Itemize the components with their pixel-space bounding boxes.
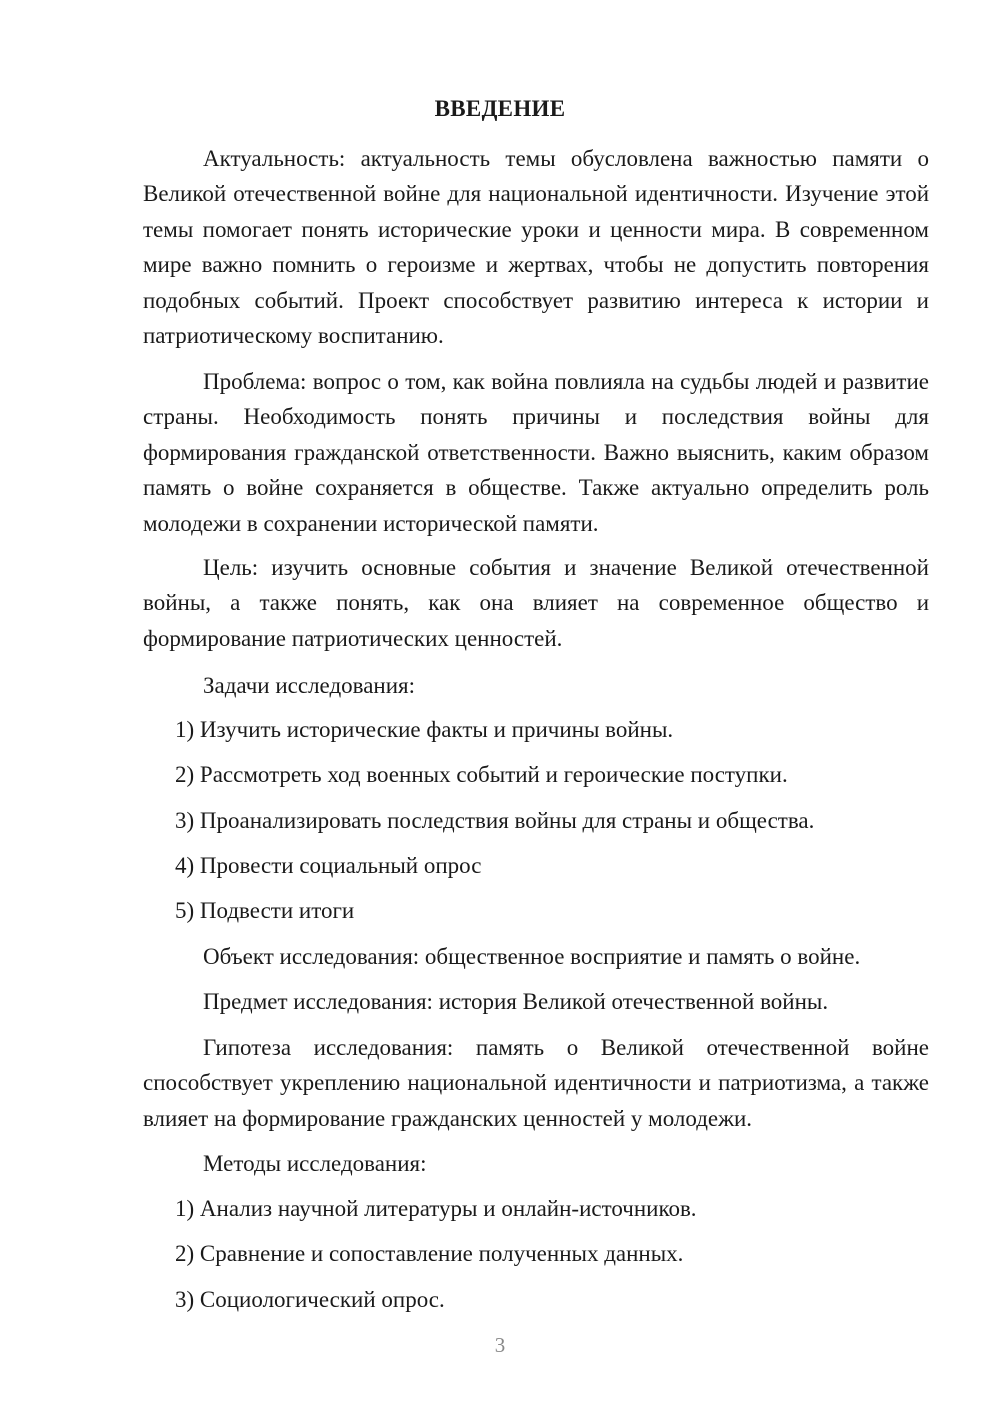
method-item: 3) Социологический опрос. [175,1287,445,1312]
page-title: ВВЕДЕНИЕ [434,96,566,121]
task-item: 2) Рассмотреть ход военных событий и героические поступки. [175,762,788,787]
method-item: 1) Анализ научной литературы и онлайн-источников. [175,1196,697,1221]
task-item: 5) Подвести итоги [175,898,355,923]
page-number: 3 [494,1333,506,1357]
subject-line: Предмет исследования: история Великой отечественной войны. [203,989,829,1014]
object-line: Объект исследования: общественное восприятие и память о войне. [203,944,861,969]
relevance-paragraph: Актуальность: актуальность темы обусловлена важностью памяти о Великой отечественной войне для национальной идентичности. Изучение этой темы помогает понять исторические уроки и ценности мира. В современном мире важно помнить о героизме и жертвах, чтобы не допустить повторения подобных событий. Проект способствует развитию интереса к истории и патриотическому воспитанию. [143,146,929,349]
goal-paragraph: Цель: изучить основные события и значение Великой отечественной войны, а также понять, как она влияет на современное общество и формирование патриотических ценностей. [143,555,929,651]
hypothesis-paragraph: Гипотеза исследования: память о Великой отечественной войне способствует укреплению национальной идентичности и патриотизма, а также влияет на формирование гражданских ценностей у молодежи. [143,1035,929,1131]
methods-heading: Методы исследования: [203,1151,427,1176]
tasks-heading: Задачи исследования: [203,673,416,698]
task-item: 1) Изучить исторические факты и причины войны. [175,717,674,742]
method-item: 2) Сравнение и сопоставление полученных данных. [175,1241,684,1266]
problem-paragraph: Проблема: вопрос о том, как война повлияла на судьбы людей и развитие страны. Необходимость понять причины и последствия войны для формирования гражданской ответственности. Важно выяснить, каким образом память о войне сохраняется в обществе. Также актуально определить роль молодежи в сохранении исторической памяти. [143,369,929,536]
task-item: 3) Проанализировать последствия войны для страны и общества. [175,808,815,833]
task-item: 4) Провести социальный опрос [175,853,482,878]
